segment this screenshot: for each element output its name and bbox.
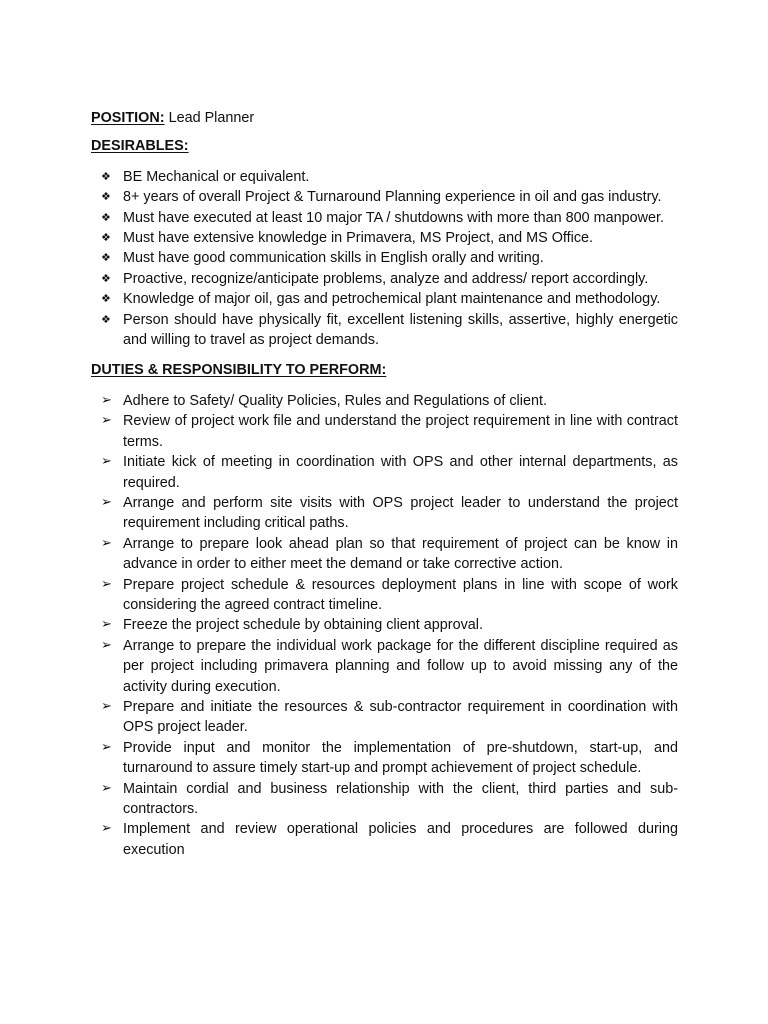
list-item xyxy=(91,615,678,635)
duties-heading-text: DUTIES & RESPONSIBILITY TO PERFORM: xyxy=(91,362,387,379)
desirables-heading-text: DESIRABLES: xyxy=(91,138,189,155)
arrowhead-icon: ➢ xyxy=(101,494,112,510)
list-item-text: Review of project work file and understand the project requirement in line with contract terms. xyxy=(123,413,678,450)
list-item xyxy=(91,289,678,309)
list-item xyxy=(91,411,678,452)
list-item xyxy=(91,697,678,738)
arrowhead-icon: ➢ xyxy=(101,780,112,796)
list-item-text: Must have good communication skills in English orally and writing. xyxy=(123,250,544,267)
four-diamond-icon: ❖ xyxy=(101,251,111,265)
list-item xyxy=(91,779,678,820)
list-item-text: Maintain cordial and business relationship with the client, third parties and sub-contractors. xyxy=(123,780,678,817)
list-item-text: Prepare project schedule & resources deployment plans in line with scope of work considering the agreed contract timeline. xyxy=(123,576,678,613)
list-item xyxy=(91,738,678,779)
list-item-text: Freeze the project schedule by obtaining client approval. xyxy=(123,617,483,634)
list-item-text: Provide input and monitor the implementation of pre-shutdown, start-up, and turnaround to assure timely start-up and prompt achievement of project schedule. xyxy=(123,739,678,777)
arrowhead-icon: ➢ xyxy=(101,739,112,755)
arrowhead-icon: ➢ xyxy=(101,454,112,470)
four-diamond-icon: ❖ xyxy=(101,271,111,285)
list-item-text: Knowledge of major oil, gas and petrochemical plant maintenance and methodology. xyxy=(123,291,661,308)
list-item xyxy=(91,228,678,248)
four-diamond-icon: ❖ xyxy=(101,231,111,245)
four-diamond-icon: ❖ xyxy=(101,190,111,204)
arrowhead-icon: ➢ xyxy=(101,413,112,429)
list-item xyxy=(91,208,678,228)
list-item xyxy=(91,819,678,860)
list-item-text: Must have executed at least 10 major TA / shutdowns with more than 800 manpower. xyxy=(123,209,665,226)
list-item-text: Arrange and perform site visits with OPS project leader to understand the project requirement including critical paths. xyxy=(123,494,678,532)
list-item xyxy=(91,167,678,187)
list-item xyxy=(91,452,678,493)
list-item xyxy=(91,575,678,616)
list-item-text: 8+ years of overall Project & Turnaround Planning experience in oil and gas industry. xyxy=(123,189,662,206)
list-item-text: BE Mechanical or equivalent. xyxy=(123,168,310,185)
list-item-text: Arrange to prepare the individual work package for the different discipline required as per project including primavera planning and follow up to avoid missing any of the activity during execution. xyxy=(123,637,678,695)
list-item xyxy=(91,248,678,268)
list-item-text: Person should have physically fit, excellent listening skills, assertive, highly energetic and willing to travel as project demands. xyxy=(123,311,678,349)
list-item xyxy=(91,636,678,697)
list-item-text: Must have extensive knowledge in Primavera, MS Project, and MS Office. xyxy=(123,230,594,247)
position-row xyxy=(91,108,678,128)
position-label: POSITION: xyxy=(91,110,165,126)
four-diamond-icon: ❖ xyxy=(101,210,111,224)
arrowhead-icon: ➢ xyxy=(101,821,112,837)
list-item xyxy=(91,187,678,207)
list-item-text: Arrange to prepare look ahead plan so that requirement of project can be know in advance in order to either meet the demand or take corrective action. xyxy=(123,535,678,573)
document-page xyxy=(91,108,678,860)
list-item xyxy=(91,534,678,575)
list-item xyxy=(91,493,678,534)
duties-list xyxy=(91,391,678,860)
list-item-text: Initiate kick of meeting in coordination with OPS and other internal departments, as required. xyxy=(123,454,678,491)
arrowhead-icon: ➢ xyxy=(101,535,112,551)
four-diamond-icon: ❖ xyxy=(101,292,111,306)
desirables-heading xyxy=(91,136,678,156)
list-item xyxy=(91,269,678,289)
arrowhead-icon: ➢ xyxy=(101,392,112,408)
arrowhead-icon: ➢ xyxy=(101,698,112,714)
desirables-list xyxy=(91,167,678,351)
list-item xyxy=(91,310,678,351)
four-diamond-icon: ❖ xyxy=(101,312,111,326)
list-item xyxy=(91,391,678,411)
four-diamond-icon: ❖ xyxy=(101,169,111,183)
arrowhead-icon: ➢ xyxy=(101,617,112,633)
list-item-text: Proactive, recognize/anticipate problems, analyze and address/ report accordingly. xyxy=(123,270,649,287)
list-item-text: Prepare and initiate the resources & sub-contractor requirement in coordination with OPS project leader. xyxy=(123,698,678,736)
arrowhead-icon: ➢ xyxy=(101,637,112,653)
duties-heading xyxy=(91,360,678,380)
position-value: Lead Planner xyxy=(168,110,255,126)
list-item-text: Adhere to Safety/ Quality Policies, Rules and Regulations of client. xyxy=(123,392,547,409)
arrowhead-icon: ➢ xyxy=(101,576,112,592)
list-item-text: Implement and review operational policies and procedures are followed during execution xyxy=(123,821,678,858)
